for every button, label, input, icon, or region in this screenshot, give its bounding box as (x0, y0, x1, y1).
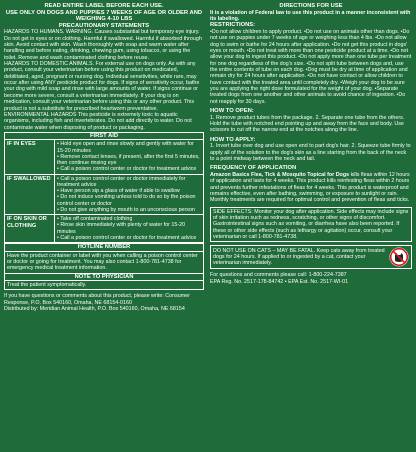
first-aid-label: IF SWALLOWED (5, 175, 55, 215)
no-cats-text: DO NOT USE ON CATS – MAY BE FATAL. Keep cats away from treated dogs for 24 hours. If applied to or ingested by a cat, contact your veterinarian immediately. (213, 247, 385, 267)
first-aid-row (5, 140, 203, 174)
how-to-apply-title: HOW TO APPLY: (210, 136, 256, 143)
how-to-open-title: HOW TO OPEN: (210, 108, 254, 114)
first-aid-line: • Hold eye open and rinse slowly and gently with water for 15-20 minutes (57, 141, 194, 154)
usage-restriction-heading: USE ONLY ON DOGS AND PUPPIES 7 WEEKS OF AGE OR OLDER AND WEIGHING 4-10 LBS (5, 9, 203, 23)
how-to-apply-text: 1. Invert tube over dog and use open end to part dog's hair. 2. Squeeze tube firmly to apply all of the solution to the dog's skin as a line starting from the back of the neck to a point midway between the neck and tail. (210, 143, 411, 162)
first-aid-line: • Rinse skin immediately with plenty of water for 15-20 minutes (57, 222, 186, 235)
first-aid-line: • Call a poison control center or doctor for treatment advice (57, 234, 197, 241)
product-name: Amazon Basics Flea, Tick & Mosquito Topical for Dogs (210, 171, 350, 178)
first-aid-row (5, 175, 203, 216)
first-aid-instructions (55, 175, 203, 215)
questions-write: If you have questions or comments about this product, please write: Consumer Response, P.O. Box 540160, Omaha, NE 68154-0160 (4, 293, 190, 306)
hotline-text: Have the product container or label with you when calling a poison control center or doctor or going for treatment. You may also contact 1-800-781-4738 for emergency medical treatment information. (7, 252, 198, 272)
first-aid-line: • Do not give anything by mouth to an unconscious person (57, 206, 195, 213)
physician-title: NOTE TO PHYSICIAN (5, 273, 203, 282)
first-aid-instructions (55, 215, 203, 242)
first-aid-row (5, 215, 203, 243)
first-aid-line: • Call a poison control center or doctor for treatment advice (57, 166, 197, 173)
first-aid-line: • Take off contaminated clothing (57, 216, 133, 223)
no-cats-warning (210, 245, 412, 269)
questions-call: For questions and comments please call: 1-800-224-7387 (210, 272, 347, 279)
right-column (210, 3, 412, 449)
frequency-title: FREQUENCY OF APPLICATION (210, 165, 297, 172)
side-effects-box (210, 207, 412, 243)
first-aid-label: IF IN EYES (5, 140, 55, 173)
read-label-heading: READ ENTIRE LABEL BEFORE EACH USE. (44, 3, 164, 9)
environmental-hazards: ENVIRONMENTAL HAZARDS This pesticide is extremely toxic to aquatic organisms, including fish and invertebrates. Do not add directly to water. Do not contaminate water when disposing of product or packaging. (4, 111, 192, 131)
first-aid-line: • Call a poison control center or doctor immediately for treatment advice (57, 175, 186, 188)
monthly-note: Monthly treatments are required for optimal control and prevention of fleas and ticks. (210, 197, 410, 204)
distributor: Distributed by: Meridian Animal Health, P.O. Box 540160, Omaha, NE 68154 (4, 306, 185, 313)
directions-title: DIRECTIONS FOR USE (279, 3, 343, 9)
side-effects-text: SIDE EFFECTS: Monitor your dog after application. Side effects may include signs of skin irritation such as redness, scratching, or other signs of discomfort. Gastrointestinal signs such as vomiting, or diarrhea have also been reported. If these or other side effects (such as lethargy or agitation) occur, consult your veterinarian or call 1-800-781-4738. (213, 208, 409, 240)
restrictions-text: •Do not allow children to apply product. •Do not use on animals other than dogs. •Do not use on puppies under 7 weeks of age or weighing less than 4 lbs. •Do not allow dog to swim or bathe for 24 hours after application. •Do not get this product in dogs' eyes or mouth. •Do not treat with more than one pesticide product at a time. •Do not allow your dog to ingest this product. •Do not apply more than one tube per treatment for one dog regardless of the dog's size. •Do not split tube between dogs and, use the entire contents of tube on each dog. •Dog must be dry at time of application and remain dry for 24 hours after application. •Do not have contact or allow children to have contact with the treated area until completely dry. •Weigh your dog to be sure you are applying the right dose formulated for the weight of your dog. •Separate treated dogs from one another and other animals to avoid chance of ingestion. •Do not reapply for 30 days. (210, 28, 412, 105)
federal-law-notice: It is a violation of Federal law to use this product in a manner inconsistent with its labeling. (210, 9, 411, 22)
restrictions-title: RESTRICTIONS: (210, 22, 256, 29)
left-column (4, 3, 204, 449)
hazards-humans: HAZARDS TO HUMANS. WARNING. Causes substantial but temporary eye injury. Do not get in eyes or on clothing. Harmful if swallowed. Harmful if absorbed through skin. Avoid contact with skin. Wash thoroughly with soap and warm water after handling and before eating, drinking, chewing gum, using tobacco, or using the toilet. Remove and wash contaminated clothing before reuse. (4, 29, 202, 61)
physician-text: Treat the patient symptomatically. (7, 282, 87, 289)
no-cats-icon (389, 247, 409, 267)
first-aid-line: • Do not induce vomiting unless told to do so by the poison control center or doctor (57, 194, 196, 207)
precaution-title: PRECAUTIONARY STATEMENTS (58, 22, 150, 29)
epa-registration: EPA Reg. No. 2517-178-84742 ▪ EPA Est. No. 2517-WI-01 (210, 278, 349, 285)
how-to-open-text: 1. Remove product tubes from the package. 2. Separate one tube from the others. Hold the tube with notched end pointing up and away from the face and body. Use scissors to cut off the narrow end at the notches along the line. (210, 114, 405, 134)
frequency-text (210, 172, 412, 197)
first-aid-table (4, 132, 204, 291)
first-aid-title: FIRST AID (5, 133, 203, 141)
first-aid-line: • Remove contact lenses, if present, after the first 5 minutes, then continue rinsing eye (57, 153, 200, 167)
first-aid-label: IF ON SKIN OR CLOTHING (5, 215, 55, 242)
first-aid-line: • Have person sip a glass of water if able to swallow (57, 188, 180, 195)
hotline-title: HOTLINE NUMBER (5, 243, 203, 252)
first-aid-instructions (55, 140, 203, 173)
frequency-body: kills fleas within 12 hours of application and lasts for 4 weeks. This product kills reinfesting fleas within 2 hours and prevents further infestations of fleas for 4 weeks. This product is waterproof and remains effective, even after bathing, swimming, or exposure to sunlight or rain. (210, 171, 410, 197)
hazards-animals: HAZARDS TO DOMESTIC ANIMALS. For external use on dogs only. As with any product, consult your veterinarian before using this product on medicated, debilitated, aged, pregnant or nursing dog. Individual sensitivities, while rare, may occur after using ANY pesticide product for dogs. If signs of sensitivity occur, bathe your dog with mild soap and rinse with large amounts of water. If signs continue or become more severe, consult a veterinarian immediately. If your dog is on medication, consult your veterinarian before using this or any other product. This product is not a substitute for prescribed heartworm preventative. (4, 61, 200, 112)
